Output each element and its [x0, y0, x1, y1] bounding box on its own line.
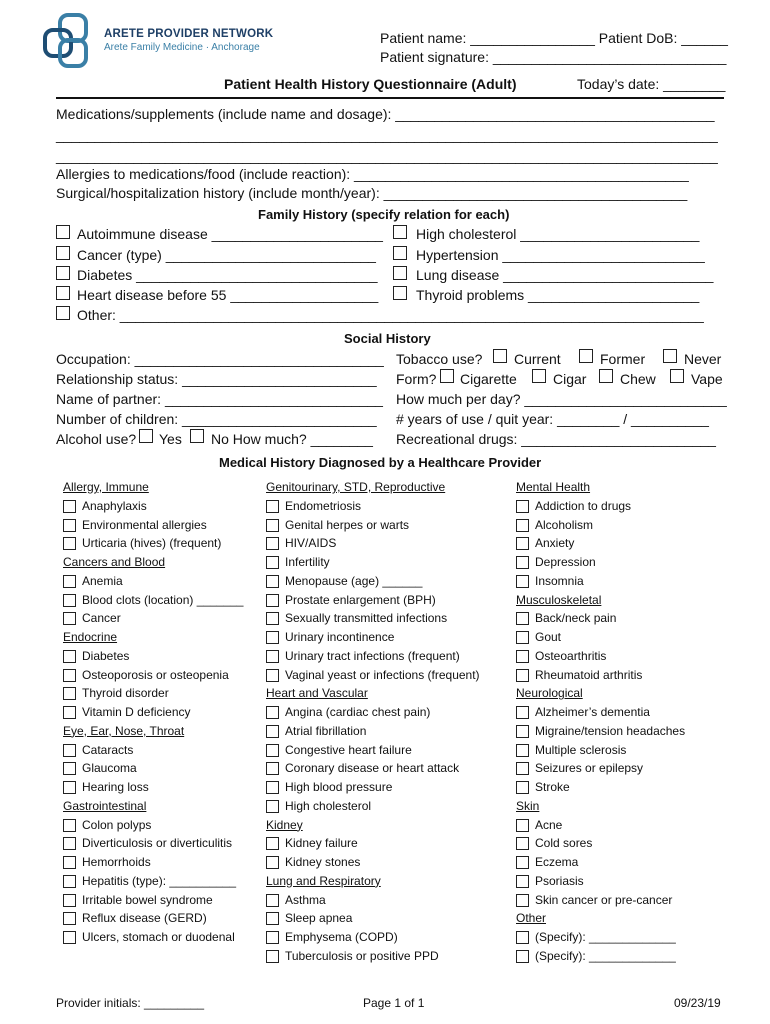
- form-vape-checkbox[interactable]: [670, 369, 684, 383]
- condition-label: Eczema: [535, 855, 579, 869]
- logo-icon: [42, 12, 102, 68]
- condition-label: Acne: [535, 817, 563, 832]
- category-heading-allergy-immune: Allergy, Immune: [63, 480, 149, 494]
- condition-checkbox-depression[interactable]: [516, 556, 529, 569]
- condition-checkbox-asthma[interactable]: [266, 894, 279, 907]
- relationship-status-field[interactable]: Relationship status: _________________________: [56, 371, 377, 387]
- form-cigarette-checkbox[interactable]: [440, 369, 454, 383]
- header-divider: [56, 97, 724, 99]
- condition-label: Reflux disease (GERD): [82, 911, 207, 926]
- medications-line-3[interactable]: _____________________________________________________________________________________: [56, 148, 718, 164]
- family-thyroid-label: Thyroid problems ______________________: [416, 287, 700, 303]
- condition-label: Urinary tract infections (frequent): [285, 648, 460, 663]
- condition-label: Anaphylaxis: [82, 498, 147, 513]
- condition-label: Colon polyps: [82, 817, 152, 832]
- condition-label: Stroke: [535, 780, 570, 794]
- tobacco-never-checkbox[interactable]: [663, 349, 677, 363]
- tobacco-form-label: Form?: [396, 371, 437, 387]
- condition-checkbox-anxiety[interactable]: [516, 537, 529, 550]
- condition-checkbox-blood-clots-location[interactable]: [63, 594, 76, 607]
- condition-checkbox-back-neck-pain[interactable]: [516, 612, 529, 625]
- category-heading-skin: Skin: [516, 798, 540, 813]
- condition-label: Alcoholism: [535, 517, 594, 532]
- tobacco-per-day-field[interactable]: How much per day? __________________________: [396, 391, 727, 407]
- category-heading-heart-and-vascular: Heart and Vascular: [266, 686, 368, 701]
- condition-label: Kidney failure: [285, 836, 358, 851]
- condition-label: Atrial fibrillation: [285, 723, 367, 738]
- category-heading-neurological: Neurological: [516, 686, 583, 701]
- logo: [42, 12, 282, 68]
- condition-label: Blood clots (location) _______: [82, 592, 244, 607]
- medical-history-heading: Medical History Diagnosed by a Healthcare Provider: [219, 455, 542, 470]
- condition-label: Insomnia: [535, 573, 584, 588]
- condition-checkbox-multiple-sclerosis[interactable]: [516, 744, 529, 757]
- condition-label: Congestive heart failure: [285, 742, 412, 757]
- condition-label: Osteoarthritis: [535, 648, 607, 663]
- condition-label: (Specify): _____________: [535, 930, 676, 944]
- tobacco-former-label: Former: [600, 351, 646, 367]
- condition-checkbox-genital-herpes-or-warts[interactable]: [266, 519, 279, 532]
- condition-checkbox-alzheimer-s-dementia[interactable]: [516, 706, 529, 719]
- condition-label: Glaucoma: [82, 761, 137, 776]
- condition-checkbox-psoriasis[interactable]: [516, 875, 529, 888]
- condition-checkbox-sexually-transmitted-infections[interactable]: [266, 612, 279, 625]
- tobacco-current-label: Current: [514, 351, 561, 367]
- condition-label: Infertility: [285, 555, 330, 569]
- condition-label: Ulcers, stomach or duodenal: [82, 930, 235, 944]
- condition-checkbox-tuberculosis-or-positive-ppd[interactable]: [266, 950, 279, 963]
- condition-checkbox-acne[interactable]: [516, 819, 529, 832]
- condition-checkbox-high-blood-pressure[interactable]: [266, 781, 279, 794]
- category-heading-lung-and-respiratory: Lung and Respiratory: [266, 873, 381, 888]
- condition-label: Prostate enlargement (BPH): [285, 592, 436, 607]
- condition-label: Irritable bowel syndrome: [82, 892, 213, 907]
- alcohol-no-field[interactable]: No How much? ________: [211, 431, 373, 447]
- condition-checkbox-prostate-enlargement-bph[interactable]: [266, 594, 279, 607]
- condition-checkbox-glaucoma[interactable]: [63, 762, 76, 775]
- form-vape-label: Vape: [691, 371, 723, 387]
- logo-org-name: ARETE PROVIDER NETWORK: [104, 28, 274, 40]
- condition-label: Endometriosis: [285, 498, 362, 513]
- condition-checkbox-infertility[interactable]: [266, 556, 279, 569]
- condition-checkbox-vaginal-yeast-or-infections-frequent[interactable]: [266, 669, 279, 682]
- condition-label: Angina (cardiac chest pain): [285, 705, 431, 719]
- condition-checkbox-environmental-allergies[interactable]: [63, 519, 76, 532]
- condition-label: Alzheimer’s dementia: [535, 705, 650, 719]
- condition-label: Emphysema (COPD): [285, 930, 398, 944]
- category-heading-kidney: Kidney: [266, 817, 303, 832]
- condition-checkbox-cold-sores[interactable]: [516, 837, 529, 850]
- partner-name-field[interactable]: Name of partner: ____________________________: [56, 391, 383, 407]
- condition-checkbox-diabetes[interactable]: [63, 650, 76, 663]
- condition-checkbox-kidney-failure[interactable]: [266, 837, 279, 850]
- condition-checkbox-insomnia[interactable]: [516, 575, 529, 588]
- form-cigar-label: Cigar: [553, 371, 587, 387]
- family-cancer-label: Cancer (type) ___________________________: [77, 247, 376, 263]
- family-heart-disease-checkbox[interactable]: [56, 286, 70, 300]
- alcohol-yes-checkbox[interactable]: [139, 429, 153, 443]
- condition-label: Hearing loss: [82, 780, 149, 794]
- condition-checkbox-urticaria-hives-frequent[interactable]: [63, 537, 76, 550]
- condition-checkbox-coronary-disease-or-heart-attack[interactable]: [266, 762, 279, 775]
- condition-checkbox-eczema[interactable]: [516, 856, 529, 869]
- condition-checkbox-endometriosis[interactable]: [266, 500, 279, 513]
- condition-checkbox-high-cholesterol[interactable]: [266, 800, 279, 813]
- condition-checkbox-anemia[interactable]: [63, 575, 76, 588]
- tobacco-former-checkbox[interactable]: [579, 349, 593, 363]
- condition-checkbox-osteoporosis-or-osteopenia[interactable]: [63, 669, 76, 682]
- condition-checkbox-migraine-tension-headaches[interactable]: [516, 725, 529, 738]
- alcohol-yes-label: Yes: [159, 431, 182, 447]
- condition-label: Psoriasis: [535, 873, 584, 888]
- alcohol-use-label: Alcohol use?: [56, 431, 137, 447]
- family-high-cholesterol-checkbox[interactable]: [393, 225, 407, 239]
- condition-label: Anxiety: [535, 536, 575, 551]
- family-lung-disease-label: Lung disease ___________________________: [416, 267, 714, 283]
- condition-label: Vitamin D deficiency: [82, 705, 191, 719]
- condition-checkbox-ulcers-stomach-or-duodenal[interactable]: [63, 931, 76, 944]
- condition-label: HIV/AIDS: [285, 536, 337, 551]
- condition-label: Tuberculosis or positive PPD: [285, 948, 439, 963]
- condition-label: Cold sores: [535, 836, 593, 851]
- condition-label: Diverticulosis or diverticulitis: [82, 836, 233, 851]
- family-other-field[interactable]: Other: ___________________________________________________________________________: [77, 307, 704, 323]
- allergies-field[interactable]: Allergies to medications/food (include reaction): ___________________________________________: [56, 166, 689, 182]
- tobacco-use-label: Tobacco use?: [396, 351, 483, 367]
- condition-checkbox-menopause-age[interactable]: [266, 575, 279, 588]
- family-diabetes-checkbox[interactable]: [56, 266, 70, 280]
- form-cigarette-label: Cigarette: [460, 371, 517, 387]
- condition-label: Urticaria (hives) (frequent): [82, 536, 222, 551]
- condition-checkbox-colon-polyps[interactable]: [63, 819, 76, 832]
- condition-label: High blood pressure: [285, 780, 393, 794]
- tobacco-years-field[interactable]: # years of use / quit year: ________ / __________: [396, 411, 709, 427]
- condition-checkbox-gout[interactable]: [516, 631, 529, 644]
- category-heading-other: Other: [516, 911, 547, 926]
- condition-checkbox-alcoholism[interactable]: [516, 519, 529, 532]
- condition-checkbox-hemorrhoids[interactable]: [63, 856, 76, 869]
- medications-field[interactable]: Medications/supplements (include name and dosage): _________________________________________: [56, 106, 715, 122]
- condition-label: Vaginal yeast or infections (frequent): [285, 667, 480, 682]
- condition-label: High cholesterol: [285, 798, 372, 813]
- family-high-cholesterol-label: High cholesterol _______________________: [416, 226, 700, 242]
- condition-label: Hepatitis (type): __________: [82, 873, 237, 888]
- family-autoimmune-label: Autoimmune disease ______________________: [77, 226, 383, 242]
- condition-checkbox-cancer[interactable]: [63, 612, 76, 625]
- family-hypertension-label: Hypertension __________________________: [416, 247, 705, 263]
- surgical-history-field[interactable]: Surgical/hospitalization history (include month/year): _______________________________________: [56, 185, 688, 201]
- category-heading-endocrine: Endocrine: [63, 630, 118, 644]
- condition-label: Back/neck pain: [535, 611, 617, 626]
- tobacco-never-label: Never: [684, 351, 722, 367]
- form-chew-checkbox[interactable]: [599, 369, 613, 383]
- condition-label: Urinary incontinence: [285, 630, 395, 644]
- condition-checkbox-kidney-stones[interactable]: [266, 856, 279, 869]
- condition-label: Kidney stones: [285, 855, 361, 869]
- condition-label: Addiction to drugs: [535, 498, 632, 513]
- condition-label: Menopause (age) ______: [285, 573, 423, 588]
- condition-label: Anemia: [82, 573, 123, 588]
- condition-checkbox-hiv-aids[interactable]: [266, 537, 279, 550]
- condition-label: Environmental allergies: [82, 517, 207, 532]
- condition-label: Sleep apnea: [285, 911, 353, 926]
- condition-checkbox-specify[interactable]: [516, 931, 529, 944]
- condition-label: Osteoporosis or osteopenia: [82, 667, 229, 682]
- todays-date-field[interactable]: Today’s date: ________: [577, 76, 726, 92]
- condition-label: Rheumatoid arthritis: [535, 667, 643, 682]
- form-chew-label: Chew: [620, 371, 656, 387]
- social-history-heading: Social History: [344, 331, 431, 346]
- condition-checkbox-hearing-loss[interactable]: [63, 781, 76, 794]
- page-title: Patient Health History Questionnaire (Adult): [224, 76, 517, 92]
- tobacco-current-checkbox[interactable]: [493, 349, 507, 363]
- form-revision-date: 09/23/19: [674, 996, 721, 1010]
- condition-checkbox-reflux-disease-gerd[interactable]: [63, 912, 76, 925]
- condition-checkbox-irritable-bowel-syndrome[interactable]: [63, 894, 76, 907]
- condition-label: Hemorrhoids: [82, 855, 151, 869]
- condition-checkbox-urinary-tract-infections-frequent[interactable]: [266, 650, 279, 663]
- condition-checkbox-vitamin-d-deficiency[interactable]: [63, 706, 76, 719]
- family-history-heading: Family History (specify relation for each): [258, 207, 510, 222]
- category-heading-gastrointestinal: Gastrointestinal: [63, 798, 147, 813]
- condition-checkbox-thyroid-disorder[interactable]: [63, 687, 76, 700]
- page-number: Page 1 of 1: [363, 996, 425, 1010]
- family-autoimmune-checkbox[interactable]: [56, 225, 70, 239]
- condition-label: Thyroid disorder: [82, 686, 169, 701]
- family-thyroid-checkbox[interactable]: [393, 286, 407, 300]
- condition-checkbox-emphysema-copd[interactable]: [266, 931, 279, 944]
- condition-label: Sexually transmitted infections: [285, 611, 448, 626]
- condition-checkbox-angina-cardiac-chest-pain[interactable]: [266, 706, 279, 719]
- category-heading-genitourinary-std-reproductive: Genitourinary, STD, Reproductive: [266, 480, 446, 494]
- condition-label: Migraine/tension headaches: [535, 723, 686, 738]
- condition-label: Multiple sclerosis: [535, 742, 627, 757]
- condition-checkbox-atrial-fibrillation[interactable]: [266, 725, 279, 738]
- category-heading-mental-health: Mental Health: [516, 480, 591, 494]
- condition-label: Gout: [535, 630, 562, 644]
- family-other-checkbox[interactable]: [56, 306, 70, 320]
- family-hypertension-checkbox[interactable]: [393, 246, 407, 260]
- condition-label: Asthma: [285, 892, 326, 907]
- condition-checkbox-anaphylaxis[interactable]: [63, 500, 76, 513]
- condition-checkbox-urinary-incontinence[interactable]: [266, 631, 279, 644]
- condition-label: Seizures or epilepsy: [535, 761, 644, 776]
- condition-checkbox-osteoarthritis[interactable]: [516, 650, 529, 663]
- family-diabetes-label: Diabetes _______________________________: [77, 267, 378, 283]
- condition-label: Cancer: [82, 611, 121, 626]
- condition-checkbox-skin-cancer-or-pre-cancer[interactable]: [516, 894, 529, 907]
- number-of-children-field[interactable]: Number of children: _________________________: [56, 411, 377, 427]
- condition-checkbox-diverticulosis-or-diverticulitis[interactable]: [63, 837, 76, 850]
- condition-checkbox-hepatitis-type[interactable]: [63, 875, 76, 888]
- condition-label: Diabetes: [82, 648, 130, 663]
- category-heading-eye-ear-nose-throat: Eye, Ear, Nose, Throat: [63, 723, 185, 738]
- family-cancer-checkbox[interactable]: [56, 246, 70, 260]
- condition-checkbox-specify[interactable]: [516, 950, 529, 963]
- form-cigar-checkbox[interactable]: [532, 369, 546, 383]
- occupation-field[interactable]: Occupation: ________________________________: [56, 351, 384, 367]
- category-heading-musculoskeletal: Musculoskeletal: [516, 592, 602, 607]
- provider-initials-field[interactable]: Provider initials: _________: [56, 996, 205, 1010]
- recreational-drugs-field[interactable]: Recreational drugs: _________________________: [396, 431, 716, 447]
- condition-label: (Specify): _____________: [535, 948, 676, 963]
- logo-sub-name: Arete Family Medicine · Anchorage: [104, 42, 260, 53]
- family-lung-disease-checkbox[interactable]: [393, 266, 407, 280]
- condition-checkbox-addiction-to-drugs[interactable]: [516, 500, 529, 513]
- medications-line-2[interactable]: _____________________________________________________________________________________: [56, 127, 718, 143]
- condition-checkbox-sleep-apnea[interactable]: [266, 912, 279, 925]
- condition-label: Genital herpes or warts: [285, 517, 410, 532]
- condition-checkbox-congestive-heart-failure[interactable]: [266, 744, 279, 757]
- condition-checkbox-rheumatoid-arthritis[interactable]: [516, 669, 529, 682]
- alcohol-no-checkbox[interactable]: [190, 429, 204, 443]
- condition-label: Depression: [535, 555, 596, 569]
- condition-checkbox-stroke[interactable]: [516, 781, 529, 794]
- condition-checkbox-seizures-or-epilepsy[interactable]: [516, 762, 529, 775]
- patient-signature-field[interactable]: Patient signature: ______________________________: [380, 49, 727, 65]
- family-heart-disease-label: Heart disease before 55 ___________________: [77, 287, 379, 303]
- condition-checkbox-cataracts[interactable]: [63, 744, 76, 757]
- condition-label: Coronary disease or heart attack: [285, 761, 460, 776]
- patient-name-field[interactable]: Patient name: ________________ Patient DoB: ______: [380, 30, 728, 46]
- condition-label: Cataracts: [82, 742, 134, 757]
- category-heading-cancers-and-blood: Cancers and Blood: [63, 555, 166, 569]
- condition-label: Skin cancer or pre-cancer: [535, 892, 673, 907]
